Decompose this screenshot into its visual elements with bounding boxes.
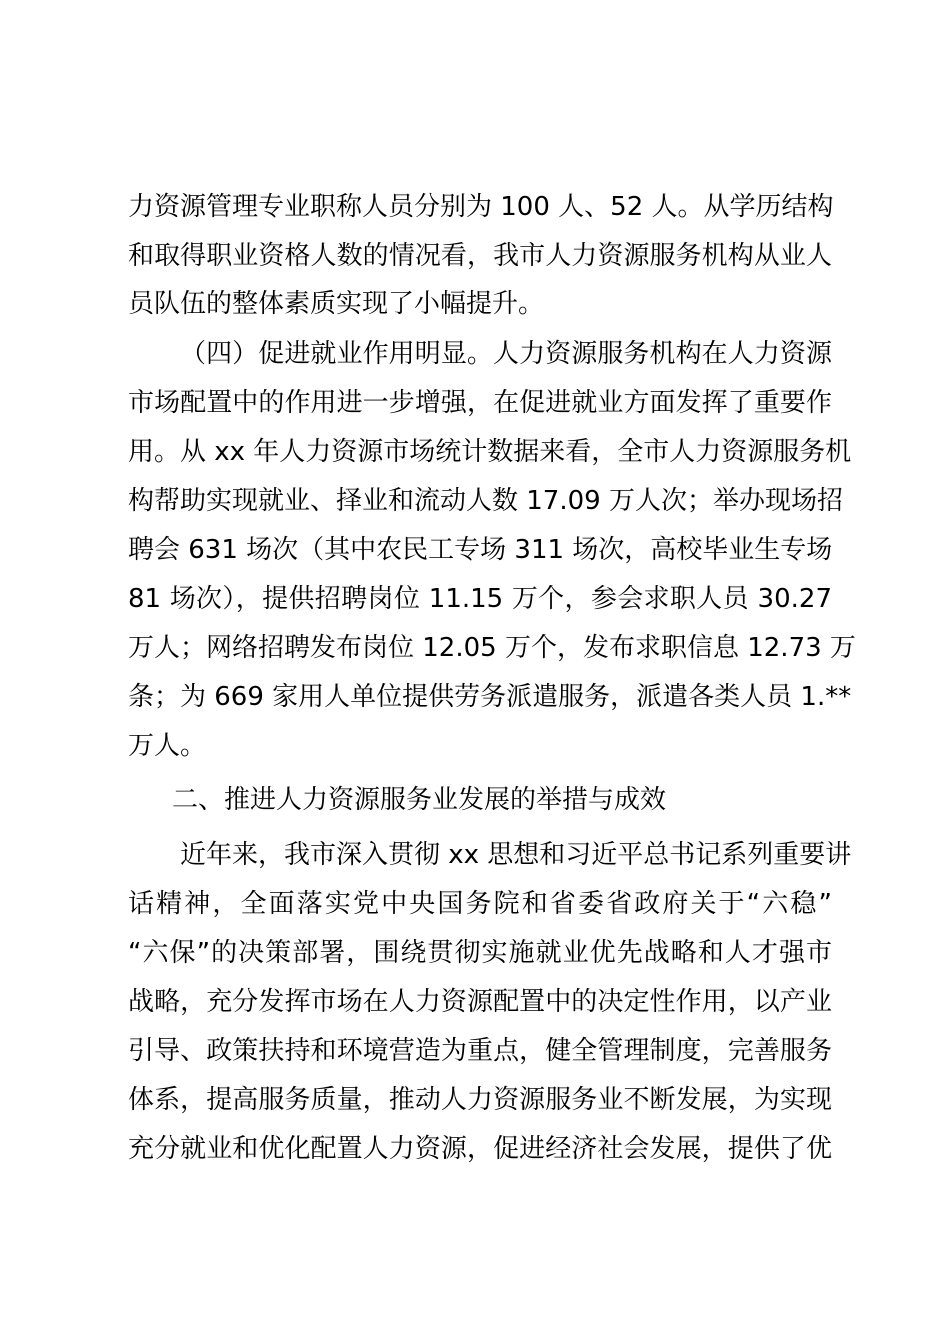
text-line-16: “六保”的决策部署，围绕贯彻实施就业优先战略和人才强市 bbox=[128, 938, 832, 968]
text-line-7: 构帮助实现就业、择业和流动人数 17.09 万人次；举办现场招 bbox=[128, 486, 843, 516]
text-line-2: 和取得职业资格人数的情况看，我市人力资源服务机构从业人 bbox=[128, 241, 832, 271]
text-line-17: 战略，充分发挥市场在人力资源配置中的决定性作用，以产业 bbox=[128, 987, 832, 1017]
text-line-4: （四）促进就业作用明显。人力资源服务机构在人力资源 bbox=[180, 339, 832, 369]
text-line-20: 充分就业和优化配置人力资源，促进经济社会发展，提供了优 bbox=[128, 1134, 832, 1164]
text-line-10: 万人；网络招聘发布岗位 12.05 万个，发布求职信息 12.73 万 bbox=[128, 633, 856, 663]
text-line-12: 万人。 bbox=[128, 731, 207, 761]
text-line-11: 条；为 669 家用人单位提供劳务派遣服务，派遣各类人员 1.** bbox=[128, 682, 852, 712]
text-line-5: 市场配置中的作用进一步增强，在促进就业方面发挥了重要作 bbox=[128, 388, 832, 418]
text-line-14: 近年来，我市深入贯彻 xx 思想和习近平总书记系列重要讲 bbox=[180, 840, 852, 870]
text-line-15: 话精神，全面落实党中央国务院和省委省政府关于“六稳” bbox=[128, 889, 832, 919]
text-line-8: 聘会 631 场次（其中农民工专场 311 场次，高校毕业生专场 bbox=[128, 535, 833, 565]
text-line-3: 员队伍的整体素质实现了小幅提升。 bbox=[128, 289, 545, 319]
text-line-6: 用。从 xx 年人力资源市场统计数据来看，全市人力资源服务机 bbox=[128, 437, 852, 467]
text-line-9: 81 场次），提供招聘岗位 11.15 万个，参会求职人员 30.27 bbox=[128, 584, 832, 614]
text-line-19: 体系，提高服务质量，推动人力资源服务业不断发展，为实现 bbox=[128, 1085, 832, 1115]
text-line-18: 引导、政策扶持和环境营造为重点，健全管理制度，完善服务 bbox=[128, 1036, 832, 1066]
text-line-1: 力资源管理专业职称人员分别为 100 人、52 人。从学历结构 bbox=[128, 192, 834, 222]
section-heading: 二、推进人力资源服务业发展的举措与成效 bbox=[172, 785, 667, 815]
